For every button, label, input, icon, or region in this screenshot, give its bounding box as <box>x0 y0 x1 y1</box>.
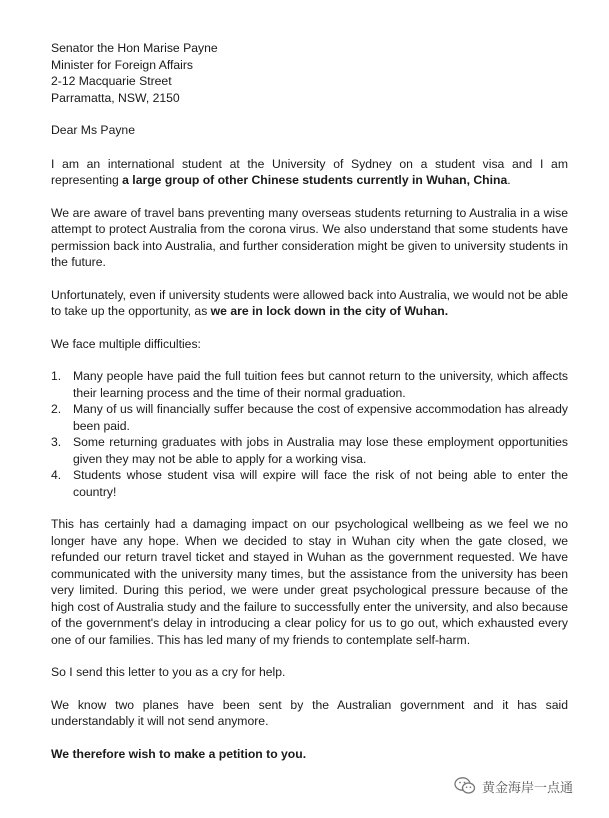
paragraph-petition <box>51 746 568 763</box>
salutation: Dear Ms Payne <box>51 123 135 137</box>
address-line: 2-12 Macquarie Street <box>51 74 172 88</box>
paragraph-impact: This has certainly had a damaging impact on our psychological wellbeing as we feel we no longer have any hope. When we decided to stay in Wuhan city when the gate closed, we refunded our return travel ticket and stayed in Wuhan as the government requested. We have communicated with the university many times, but the assistance from the university has been very limited. During this period, we were under great psychological pressure because of the high cost of Australia study and the failure to successfully enter the university, and also because of the government's delay in introducing a clear policy for us to go out, which exhausted every one of our families. This has led many of my friends to contemplate self-harm. <box>51 517 568 647</box>
list-number: 1. <box>51 369 62 383</box>
address-line: Parramatta, NSW, 2150 <box>51 90 180 105</box>
list-number: 2. <box>51 402 62 416</box>
paragraph-bold: we are in lock down in the city of Wuhan. <box>210 304 449 318</box>
watermark-text: 黄金海岸一点通 <box>482 779 574 795</box>
difficulties-list <box>51 368 568 500</box>
address-line: Senator the Hon Marise Payne <box>51 41 218 55</box>
paragraph-travel-bans: We are aware of travel bans preventing many overseas students returning to Australia in a wise attempt to protect Australia from the corona virus. We also understand that some students have permission back into Australia, and further consideration might be given to university students in the future. <box>51 205 568 269</box>
list-number: 4. <box>51 468 62 482</box>
list-text: Many people have paid the full tuition fees but cannot return to the university, which affects their learning process and the time of their normal graduation. <box>73 369 568 400</box>
list-item <box>51 467 568 500</box>
paragraph-intro <box>51 156 568 189</box>
list-item <box>51 368 568 401</box>
list-text: Students whose student visa will expire will face the risk of not being able to enter the country! <box>73 468 568 499</box>
list-text: Some returning graduates with jobs in Australia may lose these employment opportunities given they may not be able to apply for a working visa. <box>73 435 568 466</box>
wechat-icon <box>454 776 476 796</box>
paragraph-lockdown <box>51 287 568 320</box>
list-text: Many of us will financially suffer because the cost of expensive accommodation has already been paid. <box>73 402 568 433</box>
list-number: 3. <box>51 435 62 449</box>
address-line: Minister for Foreign Affairs <box>51 57 194 72</box>
letter <box>51 40 568 778</box>
paragraph-bold: a large group of other Chinese students currently in Wuhan, China <box>122 173 508 187</box>
recipient-address <box>51 40 568 106</box>
list-item <box>51 434 568 467</box>
paragraph-difficulties-intro: We face multiple difficulties: <box>51 336 201 351</box>
paragraph-text: Unfortunately, even if university students were allowed back into Australia, we would not be able to take up the opportunity, as <box>51 287 568 318</box>
watermark <box>454 776 573 796</box>
paragraph-bold: We therefore wish to make a petition to you. <box>51 746 307 761</box>
paragraph-text: . <box>507 173 511 187</box>
paragraph-planes: We know two planes have been sent by the Australian government and it has said understandably it will not send anymore. <box>51 697 568 728</box>
paragraph-text: I am an international student at the University of Sydney on a student visa and I am representing <box>51 156 568 187</box>
list-item <box>51 401 568 434</box>
paragraph-cry-for-help: So I send this letter to you as a cry for help. <box>51 665 286 679</box>
